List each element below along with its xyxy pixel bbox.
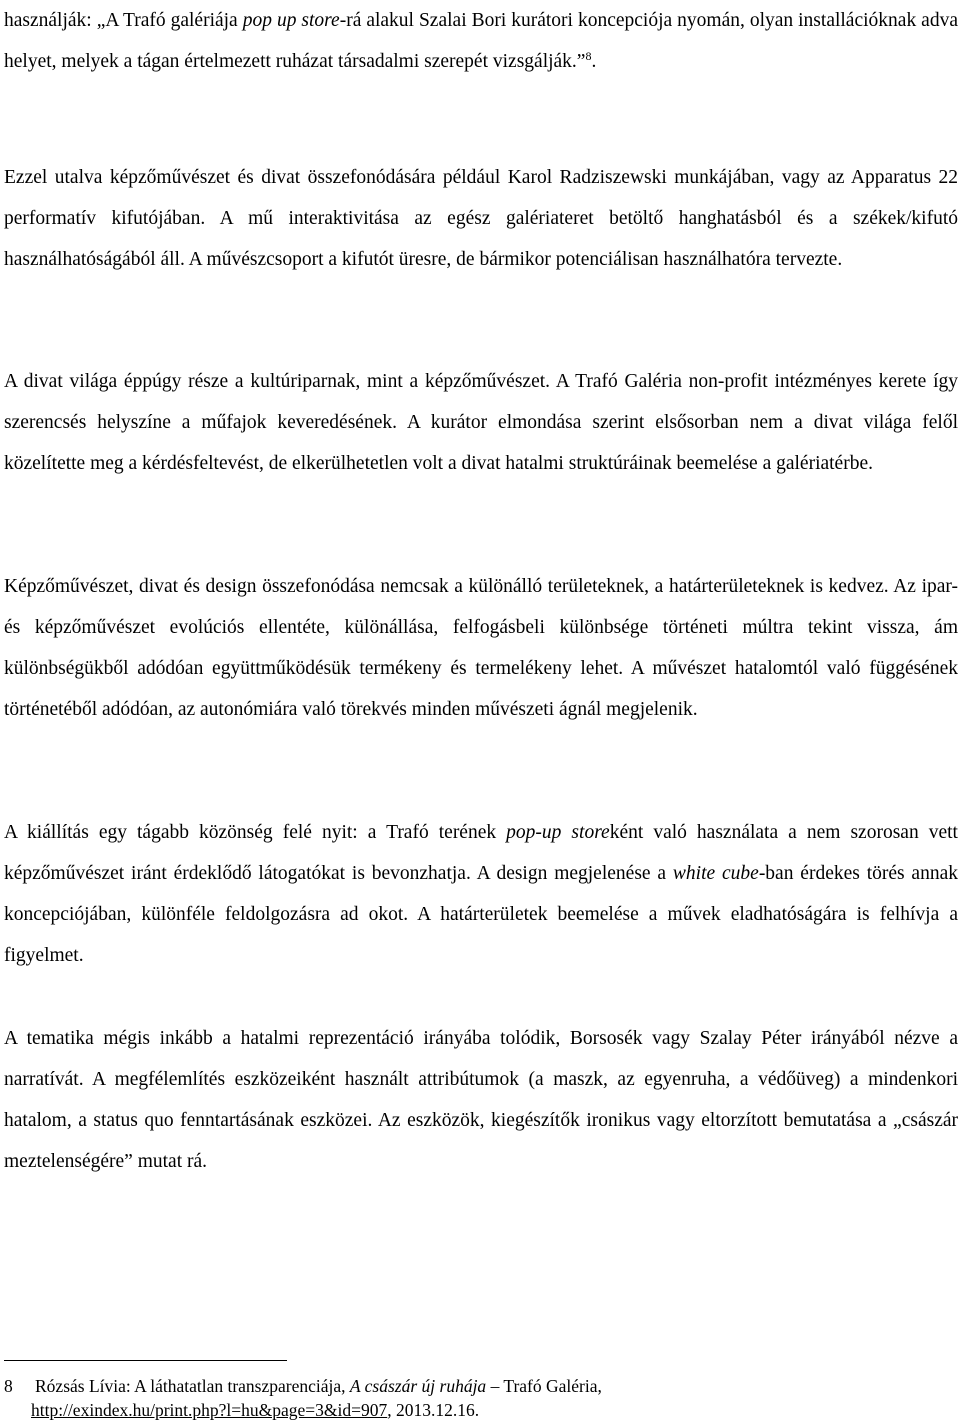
footnote-number: 8 xyxy=(4,1376,13,1396)
footnote-link[interactable]: http://exindex.hu/print.php?l=hu&page=3&id=907 xyxy=(31,1400,388,1420)
paragraph-1-text-a: használják: „A Trafó galériája xyxy=(4,10,243,31)
footnote-reference[interactable]: 8 xyxy=(585,49,592,63)
footnote-text-a: Rózsás Lívia: A láthatatlan transzparenciája, xyxy=(35,1376,350,1396)
paragraph-5-text-b: ként való használata a nem szorosan vett képzőművészet iránt érdeklődő látogatókat is bevonzhatja. A design megjelenése a xyxy=(4,822,958,884)
footnote xyxy=(4,1374,904,1422)
footnote-line-2 xyxy=(4,1398,904,1422)
paragraph-5-text-a: A kiállítás egy tágabb közönség felé nyit: a Trafó terének xyxy=(4,822,507,843)
paragraph-5-text-c: -ban érdekes törés annak koncepciójában, különféle feldolgozásra ad okot. A határterületek beemelése a művek eladhatóságára is felhívja a figyelmet. xyxy=(4,863,958,966)
footnote-date: , 2013.12.16. xyxy=(387,1400,480,1420)
footnote-separator xyxy=(4,1360,287,1361)
paragraph-1 xyxy=(4,0,958,82)
paragraph-1-text-b: -rá alakul Szalai Bori kurátori koncepciója nyomán, olyan installációknak adva helyet, melyek a tágan értelmezett ruházat társadalmi szerepét vizsgálják.” xyxy=(4,10,958,72)
paragraph-5-emphasis-2: white cube xyxy=(672,863,759,884)
paragraph-5 xyxy=(4,812,958,976)
footnote-emphasis: A császár új ruhája xyxy=(349,1376,487,1396)
footnote-line-1 xyxy=(4,1374,904,1398)
paragraph-1-emphasis: pop up store xyxy=(242,10,340,31)
paragraph-3: A divat világa éppúgy része a kultúriparnak, mint a képzőművészet. A Trafó Galéria non-profit intézményes kerete így szerencsés helyszíne a műfajok keveredésének. A kurátor elmondása szerint elsősorban nem a divat világa felől közelítette meg a kérdésfeltevést, de elkerülhetetlen volt a divat hatalmi struktúráinak beemelése a galériatérbe. xyxy=(4,371,958,474)
footnote-text-b: – Trafó Galéria, xyxy=(486,1376,602,1396)
paragraph-5-emphasis-1: pop-up store xyxy=(506,822,610,843)
paragraph-4: Képzőművészet, divat és design összefonódása nemcsak a különálló területeknek, a határterületeknek is kedvez. Az ipar- és képzőművészet evolúciós ellentéte, különállása, felfogásbeli különbsége történeti múltra tekint vissza, ám különbségükből adódóan együttműködésük termékeny és termelékeny lehet. A művészet hatalomtól való függésének történetéből adódóan, az autonómiára való törekvés minden művészeti ágnál megjelenik. xyxy=(4,576,958,720)
paragraph-2: Ezzel utalva képzőművészet és divat összefonódására például Karol Radziszewski munkájában, vagy az Apparatus 22 performatív kifutójában. A mű interaktivitása az egész galériateret betöltő hanghatásból és a székek/kifutó használhatóságából áll. A művészcsoport a kifutót üresre, de bármikor potenciálisan használhatóra tervezte. xyxy=(4,167,958,270)
paragraph-1-text-c: . xyxy=(591,51,597,72)
paragraph-6: A tematika mégis inkább a hatalmi reprezentáció irányába tolódik, Borsosék vagy Szalay Péter irányából nézve a narratívát. A megfélemlítés eszközeiként használt attribútumok (a maszk, az egyenruha, a védőüveg) a mindenkori hatalom, a status quo fenntartásának eszközei. Az eszközök, kiegészítők ironikus vagy eltorzított bemutatása a „császár meztelenségére” mutat rá. xyxy=(4,1028,958,1172)
